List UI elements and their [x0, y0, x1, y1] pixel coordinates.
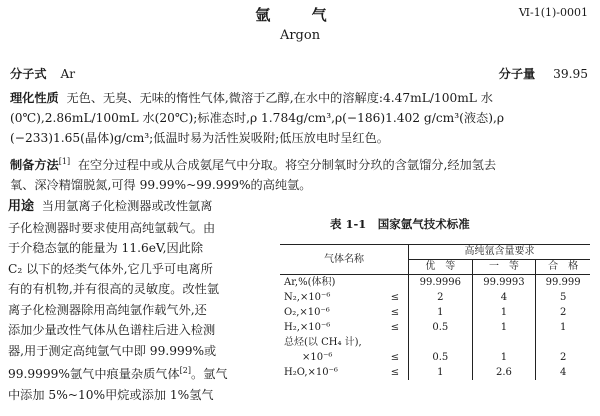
row-operator: ≤: [390, 291, 400, 303]
row-name: N₂,×10⁻⁶: [284, 291, 331, 303]
cell-value: 5: [536, 290, 590, 305]
row-operator: ≤: [390, 306, 400, 318]
row-operator: ≤: [390, 321, 400, 333]
row-operator: ≤: [390, 366, 400, 378]
cell-value: 2: [536, 350, 590, 365]
cell-value: 99.9993: [472, 275, 536, 291]
col-header-name: 气体名称: [280, 245, 409, 275]
usage-line: 离子化检测器除用高纯氩作载气外,还: [8, 302, 207, 317]
row-name: H₂O,×10⁻⁶: [284, 366, 338, 378]
table-row: [280, 305, 590, 320]
table-row: [280, 275, 590, 291]
cell-value: 1: [536, 320, 590, 335]
table-row: [280, 350, 590, 365]
cell-value: 2: [536, 305, 590, 320]
row-name: H₂,×10⁻⁶: [284, 321, 331, 333]
properties-line-1: 无色、无臭、无味的惰性气体,微溶于乙醇,在水中的溶解度:4.47mL/100mL 水: [66, 91, 493, 105]
row-name: O₂,×10⁻⁶: [284, 306, 330, 318]
preparation-section: [10, 152, 590, 195]
document-code: Ⅵ-1(1)-0001: [518, 6, 588, 19]
row-operator: ≤: [390, 351, 400, 363]
table-row: [280, 320, 590, 335]
properties-section: [10, 88, 590, 148]
table-caption: 表 1-1 国家氩气技术标准: [330, 217, 470, 231]
cell-value: 4: [472, 290, 536, 305]
cell-value: 1: [409, 305, 473, 320]
usage-line: 有的有机物,并有很高的灵敏度。改性氩: [8, 282, 220, 296]
usage-line: C₂ 以下的烃类气体外,它几乎可电离所: [8, 261, 213, 276]
usage-line: 中添加 5%~10%甲烷或添加 1%氢气: [8, 387, 214, 402]
formula-row: [10, 64, 75, 84]
mass-value: 39.95: [553, 67, 588, 81]
row-name: ×10⁻⁶: [302, 351, 333, 363]
molecular-mass-row: [499, 64, 588, 84]
usage-label: 用途: [8, 199, 35, 214]
usage-line: 。氩气: [191, 367, 228, 382]
cell-value: 4: [536, 365, 590, 380]
usage-line: 于介稳态氩的能量为 11.6eV,因此除: [8, 241, 204, 255]
table-row: [280, 335, 590, 350]
cell-value: 99.999: [536, 275, 590, 291]
cell-value: [536, 335, 590, 350]
col-header-grade: 优 等: [409, 260, 473, 275]
row-operator: [382, 275, 409, 291]
usage-section: [8, 196, 274, 405]
cell-value: 1: [472, 305, 536, 320]
mass-label: 分子量: [498, 67, 536, 81]
cell-value: 1: [472, 350, 536, 365]
properties-line-2: (0℃),2.86mL/100mL 水(20℃);标准态时,ρ 1.784g/cm³,ρ(−186)1.402 g/cm³(液态),ρ: [10, 111, 505, 125]
table-row: [280, 365, 590, 380]
preparation-label: 制备方法: [10, 158, 59, 173]
properties-label: 理化性质: [10, 91, 59, 105]
cell-value: [409, 335, 473, 350]
usage-line: 当用氩离子化检测器或改性氩离: [41, 199, 213, 213]
row-name: Ar,%(体积): [284, 276, 336, 288]
cell-value: 1: [472, 320, 536, 335]
col-header-grade: 合 格: [536, 260, 590, 275]
preparation-line-2: 氧、深冷精馏脱氮,可得 99.99%~99.999%的高纯氩。: [10, 178, 312, 193]
usage-line: 器,用于测定高纯氩气中即 99.999%或: [8, 343, 217, 358]
formula-value: Ar: [60, 67, 76, 81]
cell-value: 1: [409, 365, 473, 380]
page-subtitle: Argon: [279, 28, 321, 43]
col-header-grade: 一 等: [472, 260, 536, 275]
cell-value: 99.9996: [409, 275, 473, 291]
usage-line: 子化检测器时要求使用高纯氩载气。由: [8, 220, 216, 235]
properties-line-3: (−233)1.65(晶体)g/cm³;低温时易为活性炭吸附;低压放电时呈红色。: [10, 131, 389, 145]
argon-standard-table: [280, 244, 590, 380]
usage-ref: [2]: [179, 366, 192, 375]
cell-value: 0.5: [409, 320, 473, 335]
cell-value: [472, 335, 536, 350]
row-name: 总烃(以 CH₄ 计),: [284, 336, 362, 348]
col-header-group: 高纯氩含量要求: [409, 245, 591, 260]
usage-line: 添加少量改性气体从色谱柱后进入检测: [8, 323, 216, 337]
usage-line: 99.9999%氩气中痕量杂质气体: [8, 367, 180, 382]
preparation-ref: [1]: [58, 157, 71, 166]
cell-value: 2.6: [472, 365, 536, 380]
table-row: [280, 290, 590, 305]
preparation-line-1: 在空分过程中或从合成氨尾气中分取。将空分制氧时分玖的含氩馏分,经加氢去: [77, 158, 497, 173]
cell-value: 2: [409, 290, 473, 305]
cell-value: 0.5: [409, 350, 473, 365]
page-title: 氩 气: [255, 6, 345, 24]
formula-label: 分子式: [10, 67, 47, 81]
row-operator: [382, 335, 409, 350]
